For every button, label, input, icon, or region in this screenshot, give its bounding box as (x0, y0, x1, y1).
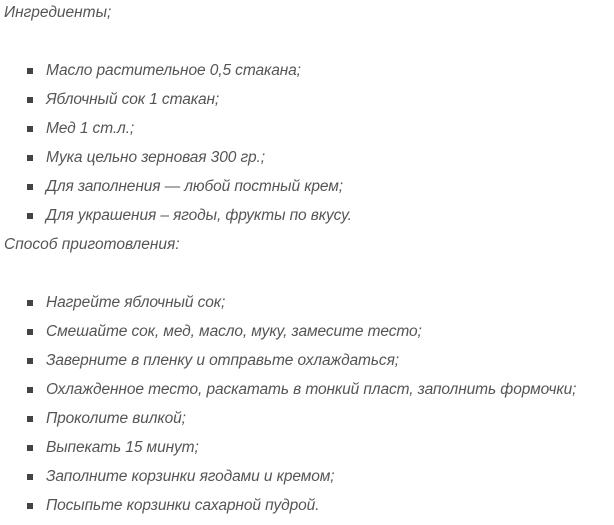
step-text: Охлажденное тесто, раскатать в тонкий пласт, заполнить формочки; (46, 381, 577, 398)
list-item (0, 322, 614, 351)
step-text: Выпекать 15 минут; (46, 439, 199, 456)
list-item (0, 206, 614, 235)
step-text: Заполните корзинки ягодами и кремом; (46, 468, 335, 485)
method-heading: Способ приготовления: (4, 236, 180, 253)
method-steps-list (0, 293, 614, 525)
list-item (0, 496, 614, 525)
bullet-icon (27, 213, 33, 219)
bullet-icon (27, 416, 33, 422)
bullet-icon (27, 68, 33, 74)
list-item (0, 438, 614, 467)
list-item (0, 351, 614, 380)
step-text: Проколите вилкой; (46, 410, 186, 427)
list-item (0, 293, 614, 322)
ingredient-text: Мед 1 ст.л.; (46, 120, 135, 137)
ingredients-heading: Ингредиенты; (4, 4, 112, 21)
list-item (0, 409, 614, 438)
bullet-icon (27, 155, 33, 161)
list-item (0, 90, 614, 119)
bullet-icon (27, 503, 33, 509)
list-item (0, 61, 614, 90)
list-item (0, 148, 614, 177)
ingredients-list (0, 61, 614, 235)
ingredient-text: Яблочный сок 1 стакан; (46, 91, 220, 108)
bullet-icon (27, 184, 33, 190)
bullet-icon (27, 474, 33, 480)
step-text: Смешайте сок, мед, масло, муку, замесите тесто; (46, 323, 422, 340)
bullet-icon (27, 445, 33, 451)
ingredient-text: Для украшения – ягоды, фрукты по вкусу. (46, 207, 352, 224)
ingredient-text: Для заполнения — любой постный крем; (46, 178, 344, 195)
step-text: Посыпьте корзинки сахарной пудрой. (46, 497, 320, 514)
bullet-icon (27, 300, 33, 306)
ingredient-text: Мука цельно зерновая 300 гр.; (46, 149, 265, 166)
bullet-icon (27, 387, 33, 393)
list-item (0, 119, 614, 148)
list-item (0, 467, 614, 496)
step-text: Заверните в пленку и отправьте охлаждаться; (46, 352, 399, 369)
bullet-icon (27, 97, 33, 103)
bullet-icon (27, 329, 33, 335)
list-item (0, 380, 614, 409)
ingredient-text: Масло растительное 0,5 стакана; (46, 62, 301, 79)
bullet-icon (27, 126, 33, 132)
list-item (0, 177, 614, 206)
step-text: Нагрейте яблочный сок; (46, 294, 226, 311)
bullet-icon (27, 358, 33, 364)
